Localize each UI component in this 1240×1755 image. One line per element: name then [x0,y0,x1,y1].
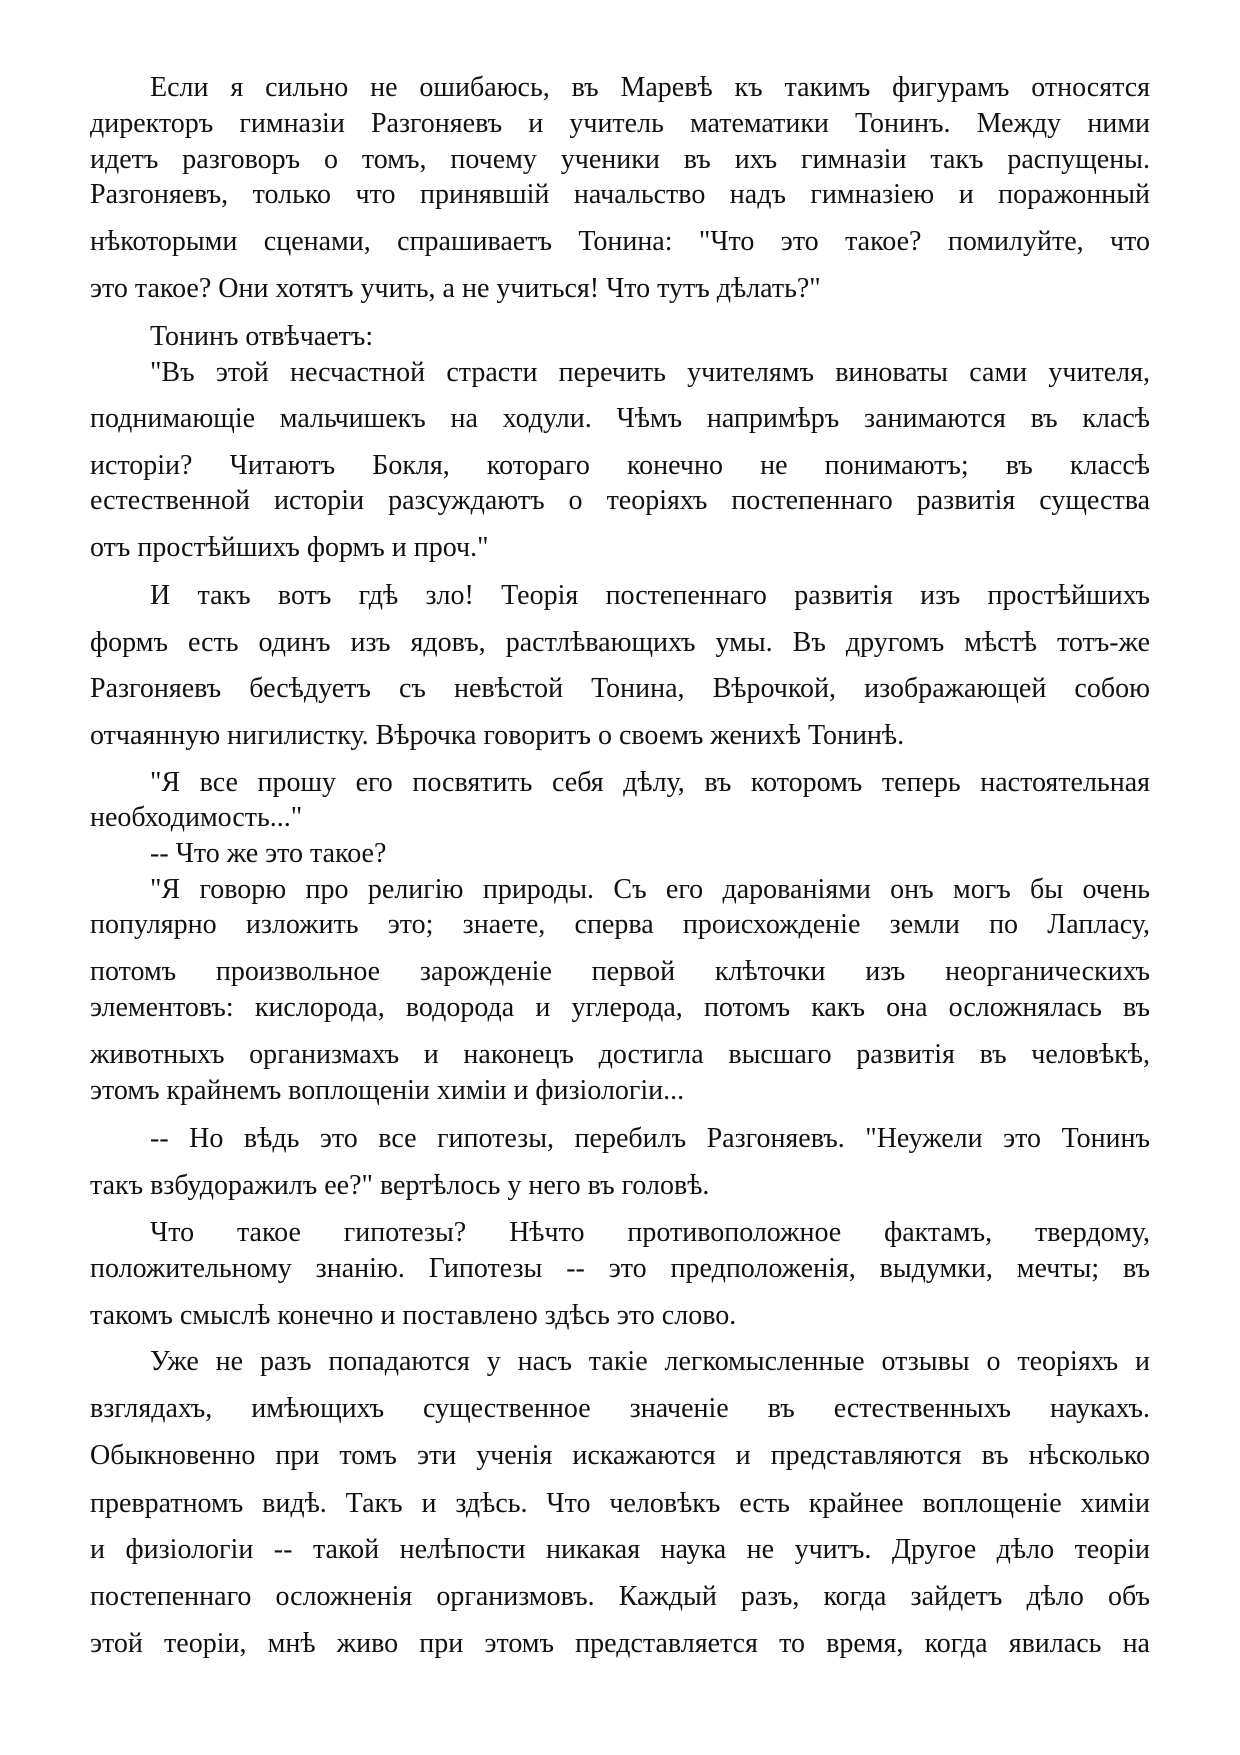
text-line: такъ взбудоражилъ ее?" вертѣлось у него въ головѣ. [90,1170,710,1201]
text-line: Уже не разъ попадаются у насъ такіе легкомысленные отзывы о теоріяхъ и [150,1346,1150,1377]
text-line: и физіологіи -- такой нелѣпости никакая наука не учитъ. Другое дѣло теоріи [90,1534,1150,1565]
text-line: Разгоняевъ, только что принявшій начальство надъ гимназіею и поражонный [90,179,1150,210]
text-line: исторіи? Читаютъ Бокля, котораго конечно не понимаютъ; въ классѣ [90,450,1150,481]
text-line: взглядахъ, имѣющихъ существенное значеніе въ естественныхъ наукахъ. [90,1393,1150,1424]
text-line: Разгоняевъ бесѣдуетъ съ невѣстой Тонина, Вѣрочкой, изображающей собою [90,673,1150,704]
text-line: необходимость..." [90,802,303,833]
text-line: "Я все прошу его посвятить себя дѣлу, въ которомъ теперь настоятельная [150,767,1150,798]
text-line: такомъ смыслѣ конечно и поставлено здѣсь это слово. [90,1300,737,1331]
text-line: этомъ крайнемъ воплощеніи химіи и физіологіи... [90,1075,685,1106]
text-line: естественной исторіи разсуждаютъ о теоріяхъ постепеннаго развитія существа [90,485,1150,516]
text-line: потомъ произвольное зарожденіе первой клѣточки изъ неорганическихъ [90,956,1150,987]
text-line: элементовъ: кислорода, водорода и углерода, потомъ какъ она осложнялась въ [90,992,1150,1023]
text-line: Тонинъ отвѣчаетъ: [150,321,374,352]
text-line: постепеннаго осложненія организмовъ. Каждый разъ, когда зайдетъ дѣло объ [90,1581,1150,1612]
text-line: Обыкновенно при томъ эти ученія искажаются и представляются въ нѣсколько [90,1440,1150,1471]
text-line: популярно изложить это; знаете, сперва происхожденіе земли по Лапласу, [90,909,1150,940]
text-line: отъ простѣйшихъ формъ и проч." [90,532,489,563]
text-line: -- Что же это такое? [150,838,387,869]
text-line: превратномъ видѣ. Такъ и здѣсь. Что человѣкъ есть крайнее воплощеніе химіи [90,1488,1150,1519]
text-line: Что такое гипотезы? Нѣчто противоположное фактамъ, твердому, [150,1217,1150,1248]
text-line: это такое? Они хотятъ учить, а не учиться! Что тутъ дѣлать?" [90,273,821,304]
text-line: идетъ разговоръ о томъ, почему ученики въ ихъ гимназіи такъ распущены. [90,144,1150,175]
text-line: поднимающіе мальчишекъ на ходули. Чѣмъ напримѣръ занимаются въ класѣ [90,403,1150,434]
text-line: положительному знанію. Гипотезы -- это предположенія, выдумки, мечты; въ [90,1253,1150,1284]
text-line: "Я говорю про религію природы. Съ его дарованіями онъ могъ бы очень [150,874,1150,905]
text-line: -- Но вѣдь это все гипотезы, перебилъ Разгоняевъ. "Неужели это Тонинъ [150,1123,1150,1154]
text-line: директоръ гимназіи Разгоняевъ и учитель математики Тонинъ. Между ними [90,108,1150,139]
text-line: формъ есть одинъ изъ ядовъ, растлѣвающихъ умы. Въ другомъ мѣстѣ тотъ-же [90,627,1150,658]
text-line: отчаянную нигилистку. Вѣрочка говоритъ о своемъ женихѣ Тонинѣ. [90,720,905,751]
text-line: животныхъ организмахъ и наконецъ достигла высшаго развитія въ человѣкѣ, [90,1039,1150,1070]
text-line: "Въ этой несчастной страсти перечить учителямъ виноваты сами учителя, [150,357,1150,388]
text-line: этой теоріи, мнѣ живо при этомъ представляется то время, когда явилась на [90,1628,1150,1659]
text-line: нѣкоторыми сценами, спрашиваетъ Тонина: "Что это такое? помилуйте, что [90,226,1150,257]
text-line: Если я сильно не ошибаюсь, въ Маревѣ къ такимъ фигурамъ относятся [150,72,1150,103]
text-line: И такъ вотъ гдѣ зло! Теорія постепеннаго развитія изъ простѣйшихъ [150,580,1150,611]
